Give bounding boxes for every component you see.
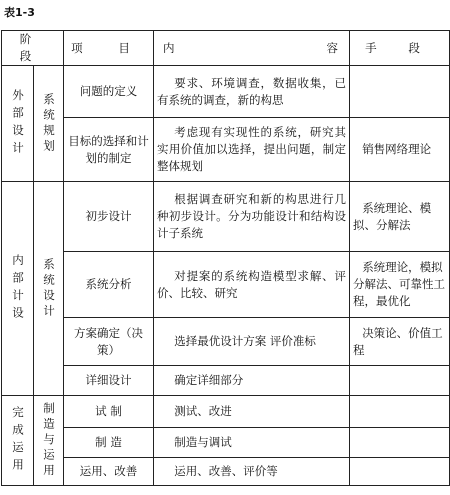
substage-label: 系统规划 <box>42 92 56 155</box>
content-cell: 运用、改善、评价等 <box>154 458 350 486</box>
table-row <box>2 366 450 396</box>
content-cell: 对提案的系统构造模型求解、评价、比较、研究 <box>154 252 350 318</box>
means-cell: 系统理论、模拟、分解法 <box>350 182 450 252</box>
substage-label: 系统设计 <box>42 257 56 320</box>
table-caption: 表1-3 <box>4 6 35 19</box>
stage-label: 完成运用 <box>11 405 25 476</box>
table-row <box>2 118 450 182</box>
content-cell: 确定详细部分 <box>154 366 350 396</box>
substage-cell <box>34 66 64 182</box>
means-cell: 销售网络理论 <box>350 118 450 182</box>
stage-cell <box>2 396 34 486</box>
content-cell: 选择最优设计方案 评价准标 <box>154 318 350 366</box>
item-cell: 问题的定义 <box>64 66 154 118</box>
content-cell: 根据调查研究和新的构思进行几种初步设计。分为功能设计和结构设计子系统 <box>154 182 350 252</box>
header-content-left: 内 <box>163 40 177 55</box>
means-cell <box>350 396 450 428</box>
item-cell: 试 制 <box>64 396 154 428</box>
content-cell: 要求、环境调查，数据收集，已有系统的调查，新的构思 <box>154 66 350 118</box>
table-row <box>2 428 450 458</box>
means-cell <box>350 366 450 396</box>
means-cell: 系统理论，模拟分解法、可靠性工程，最优化 <box>350 252 450 318</box>
stage-cell <box>2 182 34 396</box>
header-content <box>154 31 350 66</box>
item-cell: 系统分析 <box>64 252 154 318</box>
table-row <box>2 66 450 118</box>
means-cell <box>350 66 450 118</box>
means-cell <box>350 458 450 486</box>
content-cell: 测试、改进 <box>154 396 350 428</box>
substage-cell <box>34 396 64 486</box>
table-row <box>2 396 450 428</box>
header-item: 项 目 <box>64 31 154 66</box>
item-cell: 详细设计 <box>64 366 154 396</box>
item-cell: 目标的选择和计划的制定 <box>64 118 154 182</box>
table-row <box>2 458 450 486</box>
item-cell: 运用、改善 <box>64 458 154 486</box>
item-cell: 方案确定（决策） <box>64 318 154 366</box>
stage-label: 外部设计 <box>11 88 25 159</box>
content-cell: 制造与调试 <box>154 428 350 458</box>
content-cell: 考虑现有实现性的系统，研究其实用价值加以选择，提出问题，制定整体规划 <box>154 118 350 182</box>
means-cell <box>350 428 450 458</box>
item-cell: 制 造 <box>64 428 154 458</box>
substage-cell <box>34 182 64 396</box>
means-cell: 决策论、价值工程 <box>350 318 450 366</box>
table-row <box>2 318 450 366</box>
item-cell: 初步设计 <box>64 182 154 252</box>
stage-label: 内部计设 <box>11 253 25 324</box>
design-stages-table <box>1 30 450 486</box>
header-content-right: 容 <box>326 40 340 55</box>
table-row <box>2 182 450 252</box>
table-row <box>2 252 450 318</box>
stage-cell <box>2 66 34 182</box>
header-means: 手 段 <box>350 31 450 66</box>
table-header-row <box>2 31 450 66</box>
header-stage: 阶 段 <box>2 31 64 66</box>
substage-label: 制造与运用 <box>42 401 56 480</box>
